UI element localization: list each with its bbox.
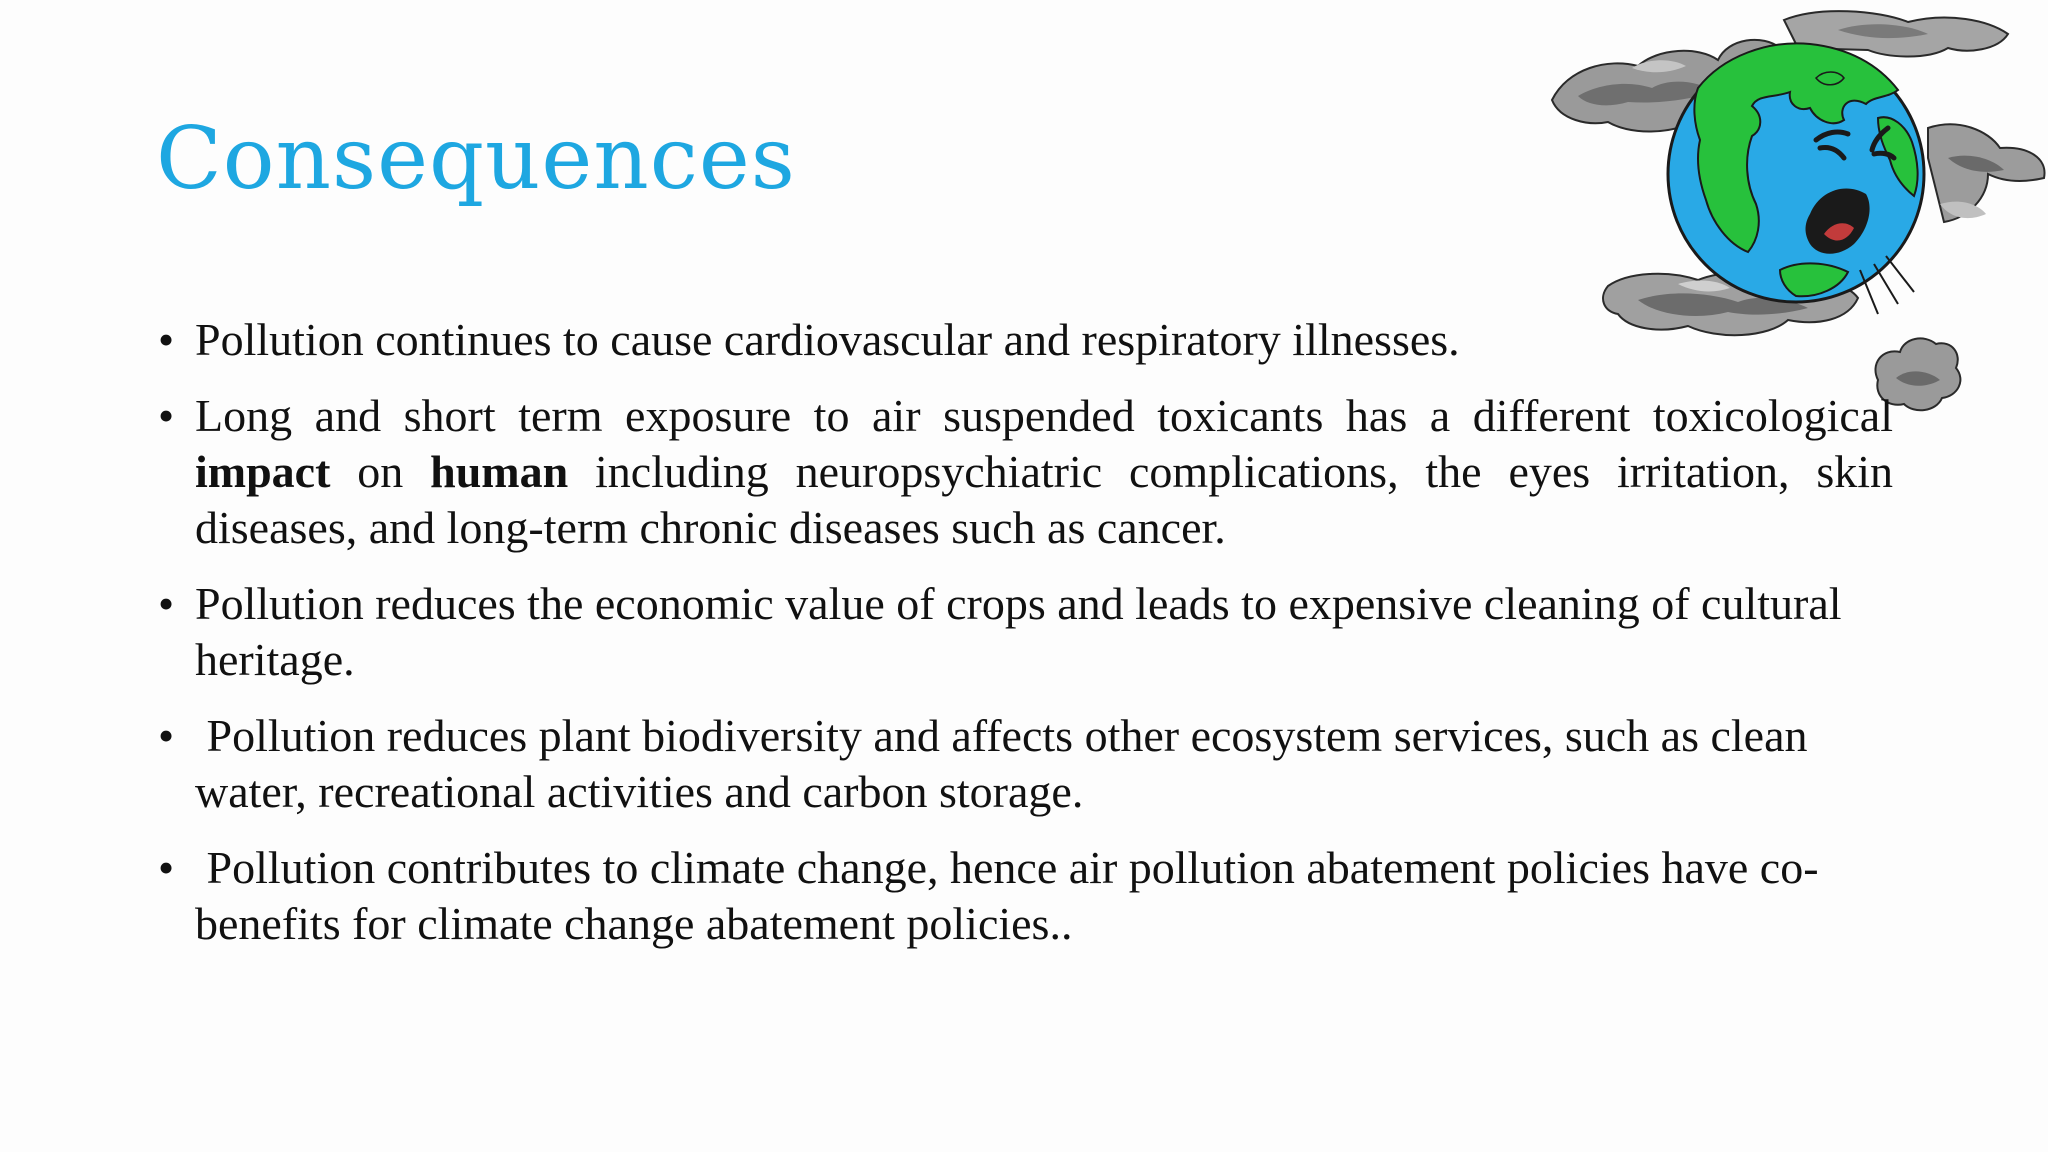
slide-title: Consequences [156, 109, 796, 209]
bullet-text-mid: on [330, 446, 431, 497]
bullet-marker: • [158, 314, 175, 365]
list-item [158, 312, 1893, 368]
bullet-marker: • [158, 578, 175, 629]
bullet-marker: • [158, 842, 175, 893]
bullet-text: Pollution contributes to climate change, hence air pollution abatement policies have co-benefits for climate change abatement policies.. [195, 842, 1819, 949]
list-item [158, 708, 1893, 820]
earth-globe-icon [1668, 43, 1924, 302]
bullet-text: Pollution reduces the economic value of crops and leads to expensive cleaning of cultural heritage. [195, 578, 1842, 685]
bullet-text-post: including neuropsychiatric complications, the eyes irritation, skin diseases, and long-term chronic diseases such as cancer. [195, 446, 1893, 553]
list-item [158, 388, 1893, 556]
list-item [158, 576, 1893, 688]
bullet-bold-impact: impact [195, 446, 331, 497]
bullet-text: Pollution reduces plant biodiversity and affects other ecosystem services, such as clean water, recreational activities and carbon storage. [195, 710, 1820, 817]
bullet-text-pre: Long and short term exposure to air suspended toxicants has a different toxicological [195, 390, 1893, 441]
list-item [158, 840, 1893, 952]
bullet-text: Pollution continues to cause cardiovascular and respiratory illnesses. [195, 314, 1460, 365]
bullet-marker: • [158, 390, 175, 441]
bullet-bold-human: human [430, 446, 569, 497]
bullet-marker: • [158, 710, 175, 761]
bullet-list [158, 312, 1893, 972]
